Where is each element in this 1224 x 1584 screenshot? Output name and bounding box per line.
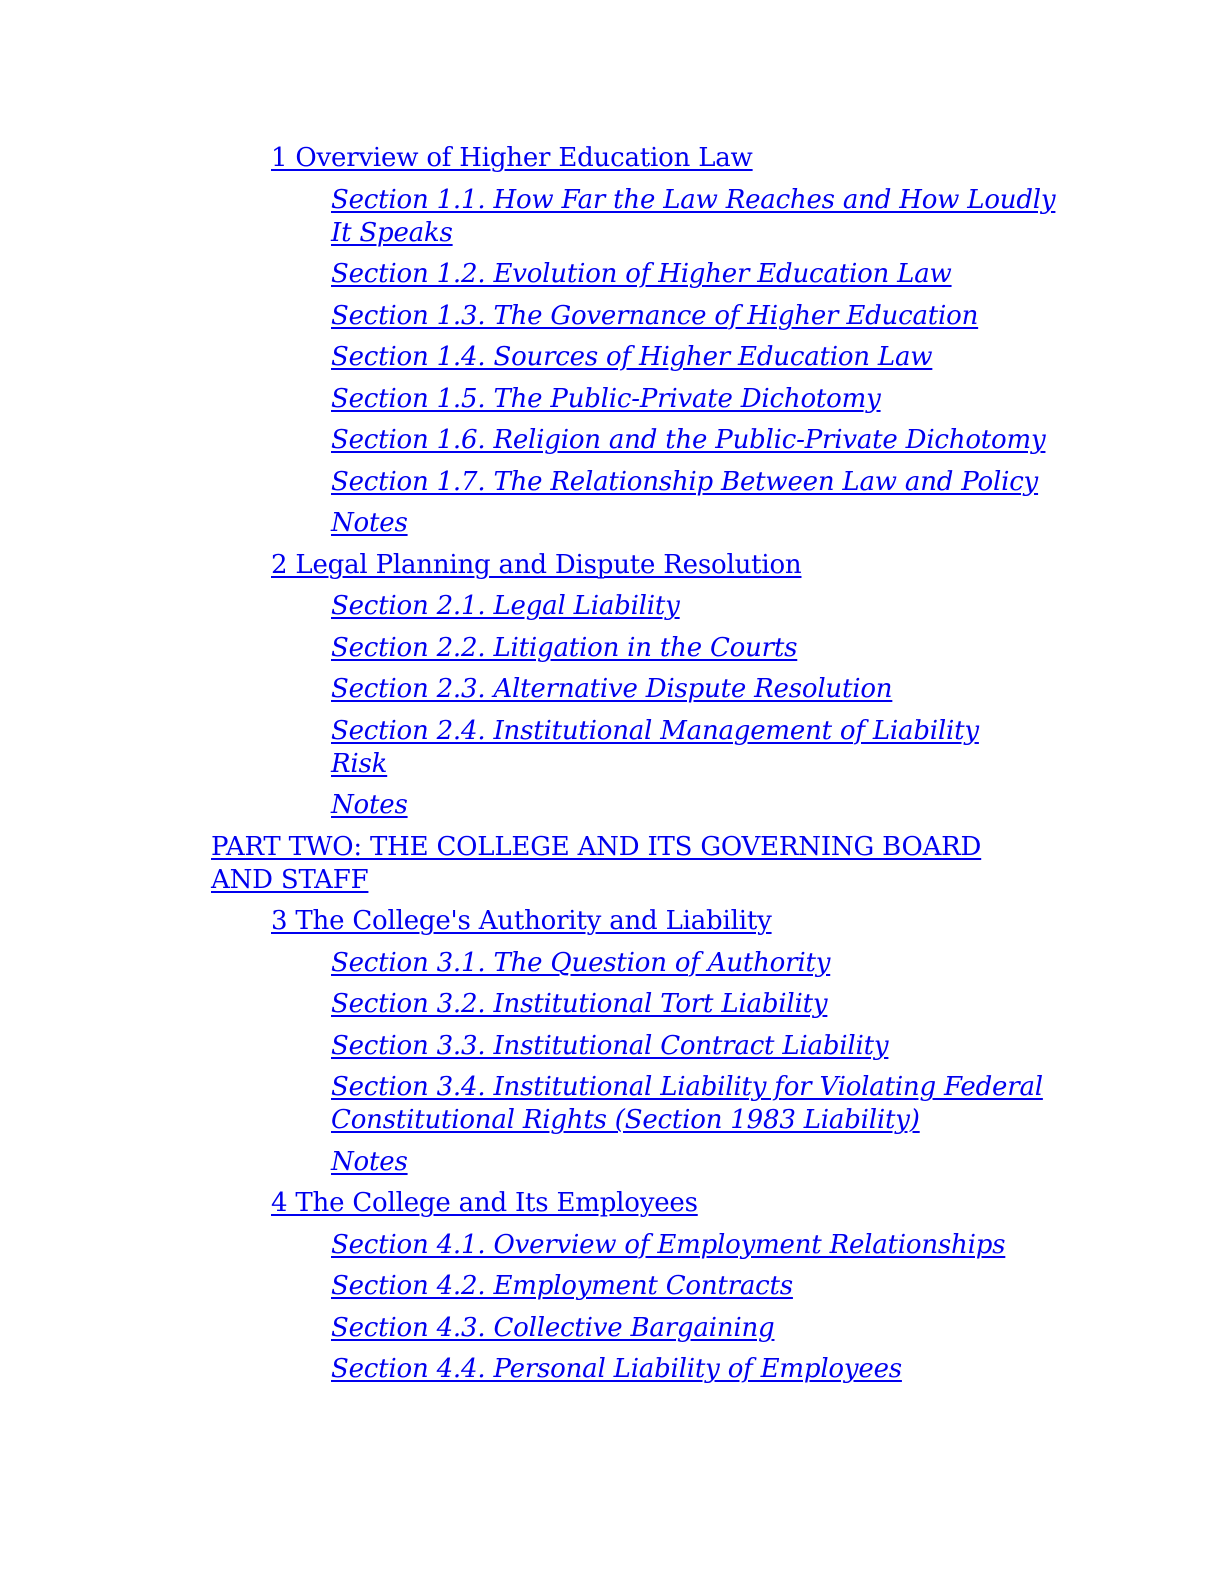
toc-section-4-4-link[interactable]: Section 4.4. Personal Liability of Employees xyxy=(331,1354,902,1384)
toc-section-3-3-link[interactable]: Section 3.3. Institutional Contract Liability xyxy=(331,1030,889,1061)
toc-chapter-3-notes-link[interactable]: Notes xyxy=(331,1146,408,1177)
toc-chapter-4-link[interactable]: 4 The College and Its Employees xyxy=(271,1188,698,1218)
toc-section-1-7-link[interactable]: Section 1.7. The Relationship Between Law and Policy xyxy=(331,466,1039,497)
toc-chapter-2-link[interactable]: 2 Legal Planning and Dispute Resolution xyxy=(271,549,802,580)
toc-chapter-3-link[interactable]: 3 The College's Authority and Liability xyxy=(271,906,772,936)
toc-section-1-1-link[interactable]: Section 1.1. How Far the Law Reaches and How Loudly It Speaks xyxy=(331,184,1056,248)
toc-section-2-4-link[interactable]: Section 2.4. Institutional Management of Liability Risk xyxy=(331,715,979,779)
toc-section-4-1-link[interactable]: Section 4.1. Overview of Employment Relationships xyxy=(331,1229,1006,1260)
toc-section-2-1-link[interactable]: Section 2.1. Legal Liability xyxy=(331,591,680,621)
toc-section-2-2-link[interactable]: Section 2.2. Litigation in the Courts xyxy=(331,632,798,663)
toc-section-1-4-link[interactable]: Section 1.4. Sources of Higher Education Law xyxy=(331,342,933,372)
toc-section-3-2-link[interactable]: Section 3.2. Institutional Tort Liability xyxy=(331,989,828,1019)
toc-chapter-2-notes-link[interactable]: Notes xyxy=(331,790,408,820)
toc-chapter-1-notes-link[interactable]: Notes xyxy=(331,508,408,538)
toc-part-two-link[interactable]: PART TWO: THE COLLEGE AND ITS GOVERNING BOARD AND STAFF xyxy=(211,831,982,895)
toc-section-1-6-link[interactable]: Section 1.6. Religion and the Public-Private Dichotomy xyxy=(331,425,1046,455)
toc-section-3-1-link[interactable]: Section 3.1. The Question of Authority xyxy=(331,947,831,978)
toc-section-4-3-link[interactable]: Section 4.3. Collective Bargaining xyxy=(331,1312,775,1343)
toc-section-2-3-link[interactable]: Section 2.3. Alternative Dispute Resolution xyxy=(331,674,893,704)
toc-section-1-5-link[interactable]: Section 1.5. The Public-Private Dichotomy xyxy=(331,383,881,414)
toc-section-1-3-link[interactable]: Section 1.3. The Governance of Higher Education xyxy=(331,300,979,331)
toc-section-3-4-link[interactable]: Section 3.4. Institutional Liability for Violating Federal Constitutional Rights (Section 1983 Liability) xyxy=(331,1072,1043,1135)
toc-section-1-2-link[interactable]: Section 1.2. Evolution of Higher Education Law xyxy=(331,259,952,289)
table-of-contents xyxy=(211,142,1071,1395)
toc-chapter-1-link[interactable]: 1 Overview of Higher Education Law xyxy=(271,143,753,173)
toc-section-4-2-link[interactable]: Section 4.2. Employment Contracts xyxy=(331,1271,793,1301)
